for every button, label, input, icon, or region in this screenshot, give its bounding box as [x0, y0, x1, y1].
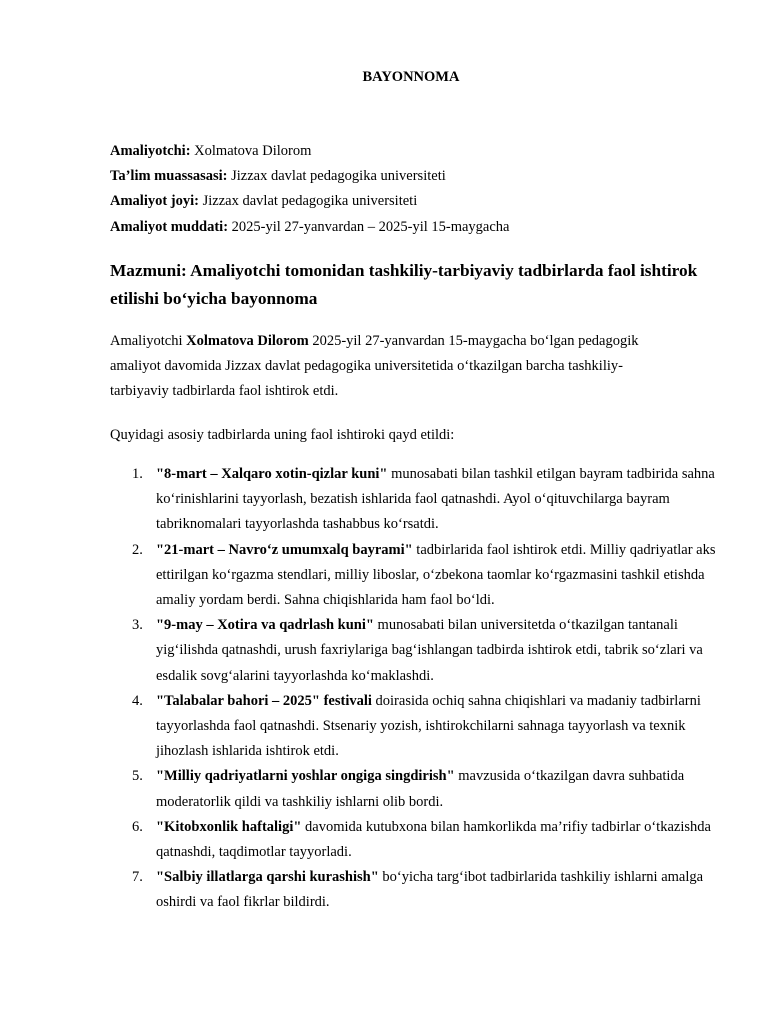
meta-value: 2025-yil 27-yanvardan – 2025-yil 15-maygacha	[228, 218, 510, 235]
trainee-name: Xolmatova Dilorom	[186, 333, 309, 349]
event-description: bo‘yicha targ‘ibot tadbirlarida tashkiliy ishlarni amalga oshirdi va faol fikrlar bildirdi.	[156, 869, 704, 911]
meta-row-period	[110, 217, 710, 242]
list-number: 6.	[132, 818, 143, 835]
intro-paragraph	[110, 329, 670, 405]
document-subject: Mazmuni: Amaliyotchi tomonidan tashkiliy-tarbiyaviy tadbirlarda faol ishtirok etilishi bo‘yicha bayonnoma	[110, 261, 698, 308]
list-number: 1.	[132, 466, 143, 482]
meta-value: Jizzax davlat pedagogika universiteti	[199, 193, 418, 210]
event-name: "8-mart – Xalqaro xotin-qizlar kuni"	[156, 466, 388, 482]
list-item-body	[156, 462, 716, 538]
list-item-body	[156, 764, 716, 814]
list-item	[110, 462, 715, 538]
meta-label: Ta’lim muassasasi:	[110, 168, 228, 185]
event-name: "9-may – Xotira va qadrlash kuni"	[156, 617, 374, 634]
list-number: 4.	[132, 692, 143, 709]
document-title: BAYONNOMA	[362, 69, 460, 85]
event-name: "Salbiy illatlarga qarshi kurashish"	[156, 869, 379, 886]
list-item-body	[156, 689, 716, 765]
list-item	[110, 538, 716, 614]
event-description: tadbirlarida faol ishtirok etdi. Milliy qadriyatlar aks ettirilgan ko‘rgazma stendlari, milliy liboslar, o‘zbekona taomlar ko‘rgazmasini tashkil etishda amaliy yordam berdi. Sahna chiqishlarida ham faol bo‘ldi.	[156, 541, 716, 609]
event-name: "Kitobxonlik haftaligi"	[156, 818, 302, 835]
list-number: 7.	[132, 869, 143, 886]
event-description: davomida kutubxona bilan hamkorlikda ma’rifiy tadbirlar o‘tkazishda qatnashdi, taqdimotlar tayyorladi.	[156, 818, 711, 861]
meta-row-trainee	[110, 141, 710, 166]
meta-value: Xolmatova Dilorom	[190, 143, 312, 159]
list-item-body	[156, 865, 716, 915]
event-name: "Milliy qadriyatlarni yoshlar ongiga singdirish"	[156, 768, 455, 785]
event-name: "Talabalar bahori – 2025" festivali	[156, 692, 372, 709]
meta-row-place	[110, 191, 710, 216]
event-description: munosabati bilan tashkil etilgan bayram tadbirida sahna ko‘rinishlarini tayyorlash, bezatish ishlarida faol qatnashdi. Ayol o‘qituvchilarga bayram tabriknomalari tayyorlashda tashabbus ko‘rsatdi.	[156, 466, 715, 533]
lead-paragraph: Quyidagi asosiy tadbirlarda uning faol ishtiroki qayd etildi:	[110, 427, 455, 443]
event-description: munosabati bilan universitetda o‘tkazilgan tantanali yig‘ilishda qatnashdi, urush faxriylariga bag‘ishlangan tadbirda ishtirok etdi, tabrik so‘zlari va esdalik sovg‘alarini tayyorlashda ko‘maklashdi.	[156, 617, 703, 684]
list-item	[110, 815, 710, 865]
intro-prefix: Amaliyotchi	[110, 333, 187, 349]
list-number: 5.	[132, 768, 143, 785]
list-item-body	[156, 815, 716, 865]
events-list	[110, 462, 716, 916]
list-item	[110, 865, 710, 915]
meta-label: Amaliyot joyi:	[110, 193, 199, 210]
meta-label: Amaliyot muddati:	[110, 218, 229, 235]
list-item	[110, 689, 710, 765]
practice-info	[110, 141, 710, 242]
event-description: mavzusida o‘tkazilgan davra suhbatida moderatorlik qildi va tashkiliy ishlarni olib bordi.	[156, 768, 685, 810]
list-item	[110, 613, 710, 689]
event-name: "21-mart – Navro‘z umumxalq bayrami"	[156, 541, 413, 558]
list-number: 3.	[132, 617, 143, 634]
list-number: 2.	[132, 541, 143, 558]
meta-row-institution	[110, 166, 710, 191]
meta-label: Amaliyotchi:	[110, 143, 191, 159]
list-item-body	[156, 538, 716, 614]
event-description: doirasida ochiq sahna chiqishlari va madaniy tadbirlarni tayyorlashda faol qatnashdi. Stsenariy yozish, ishtirokchilarni sahnaga tayyorlash va texnik jihozlash ishlarida ishtirok etdi.	[156, 692, 701, 760]
meta-value: Jizzax davlat pedagogika universiteti	[227, 168, 446, 185]
list-item-body	[156, 613, 716, 689]
intro-suffix: 2025-yil 27-yanvardan 15-maygacha bo‘lgan pedagogik amaliyot davomida Jizzax davlat pedagogika universitetida o‘tkazilgan barcha tashkiliy-tarbiyaviy tadbirlarda faol ishtirok etdi.	[110, 333, 639, 400]
list-item	[110, 764, 710, 814]
